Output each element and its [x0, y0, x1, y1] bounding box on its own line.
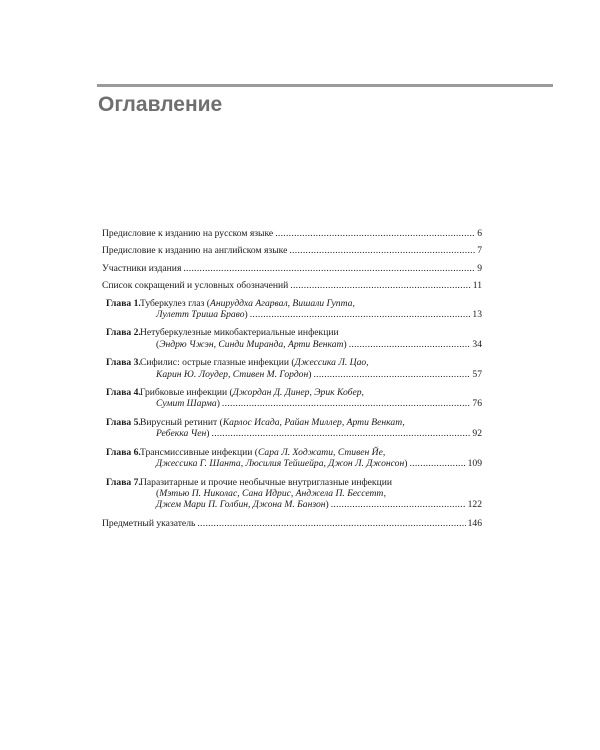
dot-leader — [197, 518, 465, 529]
toc-chapter-7[interactable]: Глава 7. Паразитарные и прочие необычные внутриглазные инфекции (Мэтью П. Николас, Сана Идрис, Анджела П. Бессетт, Джем Мари П. Голбин, Джона М. Банзон) ..... 122 — [102, 477, 482, 511]
chapter-label: Глава 4. — [106, 387, 141, 399]
toc-page-number: 146 — [467, 517, 482, 529]
chapter-label: Глава 2. — [106, 327, 141, 339]
toc-page-number: 57 — [472, 368, 482, 380]
toc-entry-text: Участники издания — [102, 262, 182, 274]
toc-entry-text: Список сокращений и условных обозначений — [102, 280, 289, 292]
chapter-title: Туберкулез глаз ( — [140, 297, 210, 309]
toc-page-number: 7 — [477, 245, 482, 257]
chapter-authors: Эндрю Чжэн, Синди Миранда, Арти Венкат — [159, 338, 344, 350]
chapter-title: Паразитарные и прочие необычные внутриглазные инфекции — [140, 476, 392, 488]
chapter-title: Трансмиссивные инфекции ( — [140, 446, 258, 458]
dot-leader — [183, 263, 475, 274]
toc-page-number: 13 — [472, 309, 482, 321]
toc-page-number: 6 — [477, 228, 482, 239]
chapter-label: Глава 3. — [106, 357, 141, 369]
page-title: Оглавление — [98, 93, 223, 116]
chapter-label: Глава 1. — [106, 297, 141, 309]
table-of-contents — [102, 228, 482, 529]
chapter-title: Вирусный ретинит ( — [140, 416, 223, 428]
chapter-authors: Сумит Шарма — [156, 398, 217, 410]
dot-leader — [289, 245, 475, 256]
chapter-label: Глава 6. — [106, 446, 141, 458]
chapter-authors: Карин Ю. Лоудер, Стивен М. Гордон — [156, 368, 309, 380]
toc-page-number: 9 — [477, 262, 482, 274]
toc-chapter-6[interactable]: Глава 6. Трансмиссивные инфекции (Сара Л. Ходжати, Стивен Йе, Джессика Г. Шанта, Люсилия Тейшейра, Джон Л. Джонсон) ..... 109 — [102, 447, 482, 470]
toc-entry-text: Предметный указатель — [102, 517, 196, 529]
dot-leader — [275, 228, 475, 239]
toc-page-number: 11 — [472, 280, 482, 292]
toc-chapter-5[interactable]: Глава 5. Вирусный ретинит (Карлос Исада, Райан Миллер, Арти Венкат, Ребекка Чен) ..... 92 — [102, 417, 482, 440]
dot-leader — [349, 339, 471, 350]
chapter-title: Сифилис: острые глазные инфекции ( — [140, 357, 295, 369]
dot-leader — [290, 280, 471, 291]
dot-leader — [212, 428, 471, 439]
chapter-authors: Джессика Г. Шанта, Люсилия Тейшейра, Джон Л. Джонсон — [156, 458, 405, 470]
chapter-authors: Анируддха Агарвал, Вишали Гупта, — [210, 297, 355, 309]
chapter-authors: Джордан Д. Динер, Эрик Кобер, — [232, 387, 364, 399]
chapter-title: Нетуберкулезные микобактериальные инфекции — [140, 327, 339, 339]
toc-entry-text: Предисловие к изданию на английском языке — [102, 245, 288, 257]
toc-chapter-2[interactable]: Глава 2. Нетуберкулезные микобактериальные инфекции (Эндрю Чжэн, Синди Миранда, Арти Венкат) ..... 34 — [102, 327, 482, 350]
chapter-authors: Мэтью П. Николас, Сана Идрис, Анджела П. Бессетт, — [159, 487, 387, 499]
chapter-authors: Сара Л. Ходжати, Стивен Йе, — [257, 446, 386, 458]
toc-entry-preface-ru[interactable] — [102, 228, 482, 239]
toc-entry-preface-en[interactable] — [102, 245, 482, 256]
toc-chapter-1[interactable]: Глава 1. Туберкулез глаз (Анируддха Агарвал, Вишали Гупта, Лулетт Триша Браво) ..... 13 — [102, 298, 482, 321]
toc-entry-index[interactable] — [102, 518, 482, 529]
chapter-authors: Джем Мари П. Голбин, Джона М. Банзон — [156, 499, 326, 511]
dot-leader — [331, 499, 466, 510]
toc-page-number: 34 — [472, 338, 482, 350]
dot-leader — [409, 458, 465, 469]
toc-entry-contributors[interactable] — [102, 263, 482, 274]
toc-page-number: 92 — [472, 428, 482, 440]
chapter-authors: Ребекка Чен — [156, 428, 207, 440]
chapter-authors: Джессика Л. Цао, — [294, 357, 369, 369]
toc-chapter-3[interactable]: Глава 3. Сифилис: острые глазные инфекции (Джессика Л. Цао, Карин Ю. Лоудер, Стивен М. Гордон) ..... 57 — [102, 357, 482, 380]
toc-entry-text: Предисловие к изданию на русском языке — [102, 228, 274, 239]
chapter-authors: Карлос Исада, Райан Миллер, Арти Венкат, — [222, 416, 405, 428]
chapter-label: Глава 5. — [106, 416, 141, 428]
dot-leader — [222, 398, 470, 409]
toc-chapter-4[interactable]: Глава 4. Грибковые инфекции (Джордан Д. Динер, Эрик Кобер, Сумит Шарма) ..... 76 — [102, 387, 482, 410]
toc-page-number: 76 — [472, 398, 482, 410]
toc-page-number: 122 — [467, 499, 482, 511]
chapter-authors: Лулетт Триша Браво — [156, 309, 245, 321]
chapter-label: Глава 7. — [106, 476, 141, 488]
toc-page-number: 109 — [467, 458, 482, 470]
toc-entry-abbreviations[interactable] — [102, 280, 482, 291]
dot-leader — [250, 309, 471, 320]
dot-leader — [313, 369, 470, 380]
chapter-title: Грибковые инфекции ( — [140, 387, 233, 399]
header-rule — [97, 84, 553, 87]
